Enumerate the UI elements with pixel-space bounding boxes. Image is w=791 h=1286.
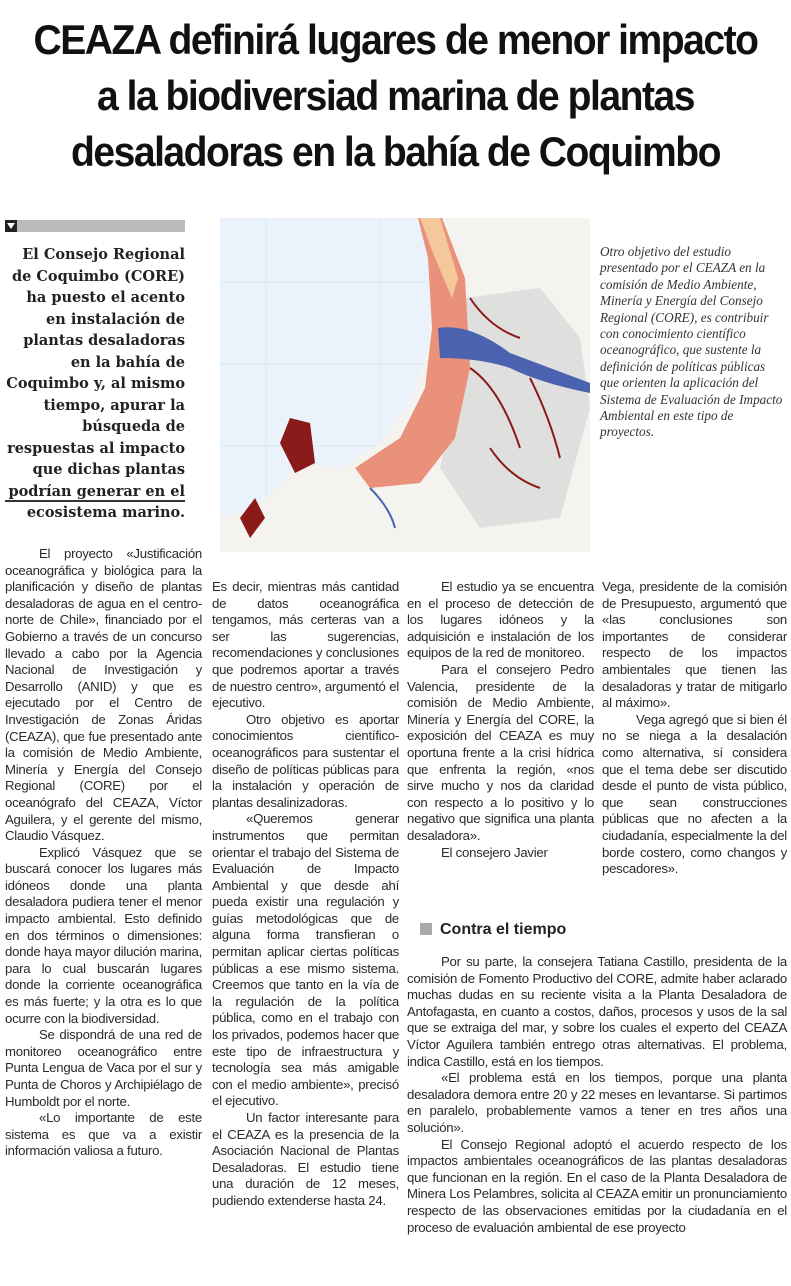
paragraph: «Queremos generar instrumentos que permitan orientar el trabajo del Sistema de Evaluación de Impacto Ambiental y que desde ahí pueda existir una regulación y guías metodológicas que de alguna forma transfieran o permitan aplicar ciertas políticas públicas a ese mismo sistema. Creemos que tanto en la vía de la regulación de la política pública, como en el trabajo con los privados, podemos hacer que este tipo de infraestructura y tecnología sea más amigable con el medio ambiente», precisó el ejecutivo. — [212, 811, 399, 1109]
paragraph: El estudio ya se encuentra en el proceso de detección de los lugares idóneos y la adquisición e instalación de los equipos de la red de monitoreo. — [407, 579, 594, 661]
paragraph: Para el consejero Pedro Valencia, presidente de la comisión de Medio Ambiente, Minería y Energía del CORE, la exposición del CEAZA es muy oportuna frente a la crisi hídrica que enfrenta la región, «nos sirve mucho y nos da claridad con respecto a lo positivo y lo negativo que significa una planta desaladora». — [407, 661, 594, 843]
article-column-2 — [212, 579, 399, 1210]
square-bullet-icon — [420, 923, 432, 935]
paragraph: El consejero Javier — [441, 844, 548, 860]
paragraph: Vega agregó que si bien él no se niega a la desalación como alternativa, sí considera que el tema debe ser discutido desde el punto de vista público, que sean construcciones públicas que no afecten a la ciudadanía, especialmente la del borde costero, como changos y pescadores». — [602, 711, 787, 877]
article-column-4 — [602, 579, 787, 878]
article-section-2 — [407, 954, 787, 1236]
paragraph: Por su parte, la consejera Tatiana Castillo, presidenta de la comisión de Fomento Productivo del CORE, admite haber aclarado muchas dudas en su reciente visita a la Planta Desaladora de Antofagasta, en cuanto a costos, daños, procesos y usos de la sal que se extraiga del mar, y sobre los cuales el experto del CEAZA Víctor Aguilera también entrego otras alternativas. El problema, indica Castillo, está en los tiempos. — [407, 954, 787, 1069]
lead-bar — [5, 220, 185, 232]
paragraph: El Consejo Regional adoptó el acuerdo respecto de los impactos ambientales oceanográficos de las plantas desaladoras que funcionan en la región. En el caso de la Planta Desaladora de Minera Los Pelambres, solicita al CEAZA emitir un pronunciamiento respecto de las observaciones emitidas por la ciudadanía en el proceso de evaluación ambiental de ese proyecto — [407, 1136, 787, 1235]
headline-line: CEAZA definirá lugares de menor impacto — [33, 16, 758, 63]
paragraph: Un factor interesante para el CEAZA es la presencia de la Asociación Nacional de Plantas Desaladoras. El estudio tiene una duración de 12 meses, pudiendo extenderse hasta 24. — [212, 1110, 399, 1208]
paragraph: Se dispondrá de una red de monitoreo oceanográfico entre Punta Lengua de Vaca por el sur y Punta de Choros y Archipiélago de Humboldt por el norte. — [5, 1027, 202, 1109]
divider — [5, 500, 185, 502]
bay-map-image — [220, 218, 590, 552]
paragraph: Es decir, mientras más cantidad de datos oceanográfica tengamos, más certeras van a ser las sugerencias, recomendaciones y conclusiones que podremos aportar a través de nuestro centro», argumentó el ejecutivo. — [212, 579, 399, 711]
paragraph: «El problema está en los tiempos, porque una planta desaladora demora entre 20 y 22 meses en levantarse. Si partimos en paralelo, probablemente vamos a tener en tres años una solución». — [407, 1070, 787, 1135]
headline-line: desaladoras en la bahía de Coquimbo — [70, 128, 720, 175]
map-caption: Otro objetivo del estudio presentado por el CEAZA en la comisión de Medio Ambiente, Minería y Energía del Consejo Regional (CORE), es contribuir con conocimiento científico oceanográfico, que sustente la definición de políticas públicas que orienten la aplicación del Sistema de Evaluación de Impacto Ambiental en este tipo de proyectos. — [600, 244, 783, 440]
article-column-1 — [5, 546, 202, 1160]
paragraph: Explicó Vásquez que se buscará conocer los lugares más idóneos donde una planta desaladora pudiera tener el menor impacto ambiental. Esto definido en dos términos o dimensiones: donde haya mayor dilución marina, para lo cual buscarán lugares donde la corriente oceanográfica es más fuerte; y la otra es lo que ocurre con la biodiversidad. — [5, 844, 203, 1026]
subheading — [420, 921, 566, 939]
headline-line: a la biodiversiad marina de plantas — [96, 72, 695, 119]
paragraph: Vega, presidente de la comisión de Presupuesto, argumentó que «las conclusiones son importantes de considerar respecto de los impactos ambientales que tienen las desaladoras y tratar de mitigarlo al máximo». — [602, 579, 787, 711]
subheading-text: Contra el tiempo — [440, 921, 567, 938]
headline — [28, 12, 764, 180]
lead-text: El Consejo Regional de Coquimbo (CORE) ha puesto el acento en instalación de plantas desaladoras en la bahía de Coquimbo y, al mismo tiempo, apurar la búsqueda de respuestas al impacto que dichas plantas podrían generar en el ecosistema marino. — [6, 246, 185, 521]
lead-box — [5, 220, 185, 521]
article-column-3 — [407, 579, 594, 861]
paragraph: Otro objetivo es aportar conocimientos científico-oceanográficos para sustentar el diseño de políticas públicas para la instalación y operación de plantas desalinizadoras. — [212, 711, 399, 810]
paragraph: El proyecto «Justificación oceanográfica y biológica para la planificación y diseño de plantas desaladoras de agua en el centro-norte de Chile», financiado por el Gobierno a través de un concurso llevado a cabo por la Agencia Nacional de Investigación y Desarrollo (ANID) y que es ejecutado por el Centro de Investigación de Zonas Áridas (CEAZA), que fue presentado ante la comisión de Medio Ambiente, Minería y Energía del Consejo Regional (CORE) por el oceanógrafo del CEAZA, Víctor Aguilera, y el gerente del mismo, Claudio Vásquez. — [5, 546, 202, 844]
triangle-down-icon — [5, 220, 17, 232]
paragraph: «Lo importante de este sistema es que va a existir información valiosa a futuro. — [5, 1110, 202, 1159]
